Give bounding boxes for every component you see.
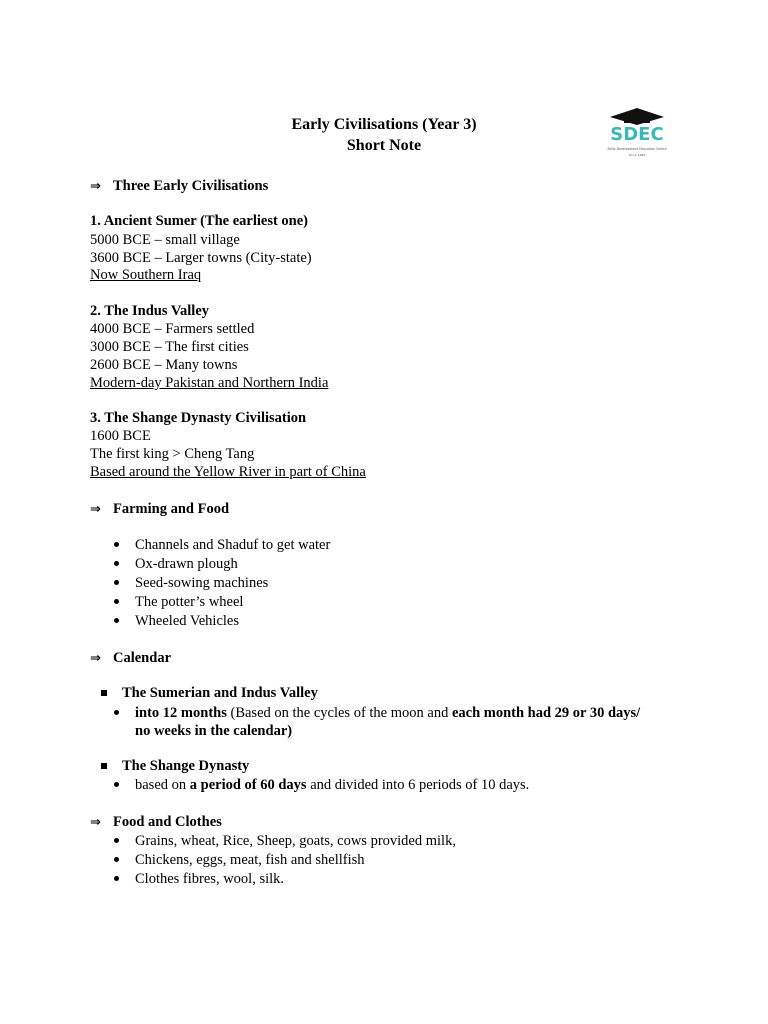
calendar-sumerian-text-cont: no weeks in the calendar): [135, 723, 293, 739]
arrow-icon: ⇒: [90, 651, 101, 666]
indus-heading: 2. The Indus Valley: [90, 303, 210, 319]
food-item: Grains, wheat, Rice, Sheep, goats, cows provided milk,: [135, 833, 456, 849]
indus-line: 2600 BCE – Many towns: [90, 357, 238, 373]
food-item: Clothes fibres, wool, silk.: [135, 871, 285, 887]
logo-text: SDEC: [610, 124, 664, 145]
indus-location: Modern-day Pakistan and Northern India: [90, 375, 329, 391]
indus-line: 4000 BCE – Farmers settled: [90, 321, 255, 337]
bullet-icon: [113, 870, 121, 888]
section-heading-farming: ⇒ Farming and Food: [90, 501, 230, 517]
bullet-icon: [113, 536, 121, 554]
sumer-heading: 1. Ancient Sumer (The earliest one): [90, 213, 309, 229]
calendar-subheading-shang: The Shange Dynasty: [122, 758, 250, 774]
logo-caption: Skills Development Education Centre: [607, 147, 667, 151]
farming-item: Channels and Shaduf to get water: [135, 537, 331, 553]
farming-item: The potter’s wheel: [135, 594, 244, 610]
bullet-icon: [113, 593, 121, 611]
section-heading-calendar: ⇒ Calendar: [90, 650, 171, 666]
arrow-icon: ⇒: [90, 179, 101, 194]
bullet-icon: [113, 555, 121, 573]
section-heading-food: ⇒ Food and Clothes: [90, 814, 222, 830]
indus-line: 3000 BCE – The first cities: [90, 339, 249, 355]
bullet-icon: [113, 574, 121, 592]
calendar-sumerian-text: into 12 months (Based on the cycles of the moon and each month had 29 or 30 days/: [135, 705, 641, 721]
sdec-logo: [604, 107, 670, 161]
calendar-shang-text: based on a period of 60 days and divided into 6 periods of 10 days.: [135, 777, 530, 793]
farming-item: Ox-drawn plough: [135, 556, 238, 572]
farming-item: Wheeled Vehicles: [135, 613, 240, 629]
shang-location: Based around the Yellow River in part of China: [90, 464, 366, 480]
bullet-icon: [113, 851, 121, 869]
shang-line: The first king > Cheng Tang: [90, 446, 255, 462]
sumer-location: Now Southern Iraq: [90, 267, 202, 283]
shang-line: 1600 BCE: [90, 428, 151, 444]
square-bullet-icon: [101, 757, 109, 775]
farming-item: Seed-sowing machines: [135, 575, 269, 591]
logo-since: Since 1989: [628, 153, 646, 157]
calendar-subheading-sumerian: The Sumerian and Indus Valley: [122, 685, 318, 701]
document-subtitle: Short Note: [346, 137, 422, 154]
bullet-icon: [113, 776, 121, 794]
document-title: Early Civilisations (Year 3): [291, 116, 477, 133]
sumer-line: 3600 BCE – Larger towns (City-state): [90, 250, 312, 266]
section-heading-civilisations: ⇒ Three Early Civilisations: [90, 178, 269, 194]
square-bullet-icon: [101, 684, 109, 702]
bullet-icon: [113, 612, 121, 630]
food-item: Chickens, eggs, meat, fish and shellfish: [135, 852, 365, 868]
sumer-line: 5000 BCE – small village: [90, 232, 240, 248]
shang-heading: 3. The Shange Dynasty Civilisation: [90, 410, 307, 426]
arrow-icon: ⇒: [90, 502, 101, 517]
bullet-icon: [113, 704, 121, 722]
arrow-icon: ⇒: [90, 815, 101, 830]
bullet-icon: [113, 832, 121, 850]
